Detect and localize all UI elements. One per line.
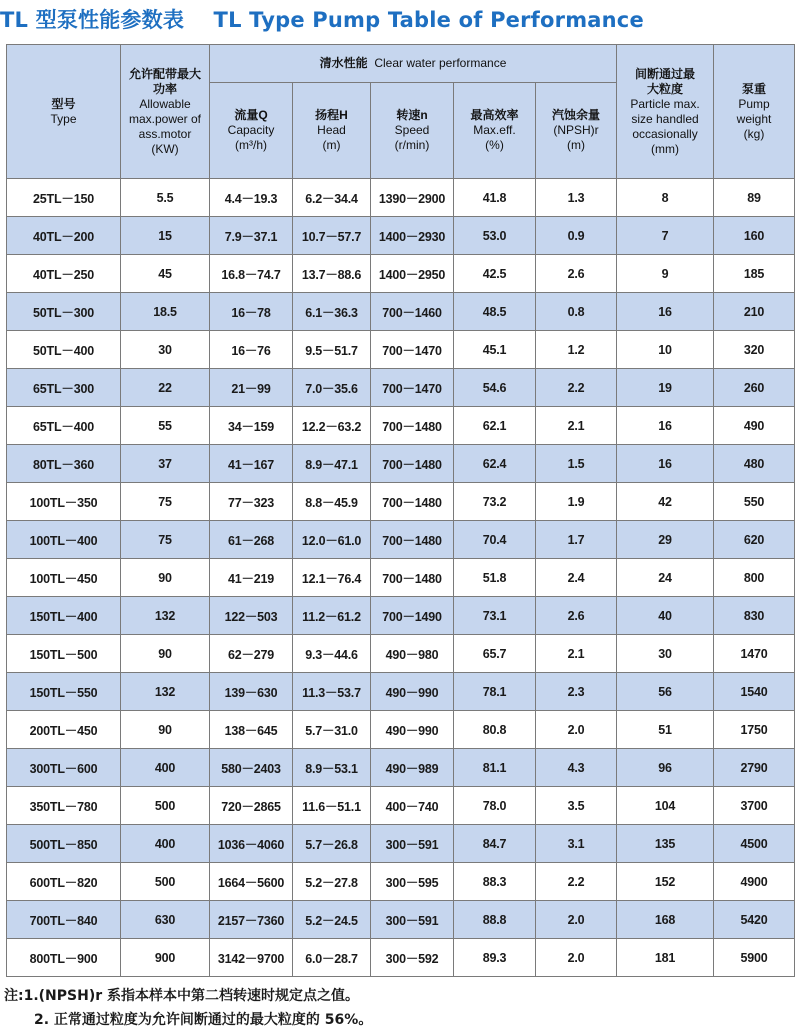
cell-power: 75 [121, 521, 210, 559]
cell-speed: 400－740 [371, 787, 454, 825]
col-header-capacity-unit: (m³/h) [235, 138, 267, 152]
cell-type: 200TL－450 [7, 711, 121, 749]
cell-type: 150TL－400 [7, 597, 121, 635]
cell-npsh: 2.2 [536, 863, 617, 901]
col-header-capacity [210, 83, 293, 179]
col-header-speed-cn: 转速n [396, 108, 428, 122]
cell-capacity: 61－268 [210, 521, 293, 559]
cell-npsh: 2.0 [536, 901, 617, 939]
cell-eff: 42.5 [454, 255, 536, 293]
cell-particle: 16 [617, 445, 714, 483]
table-row [7, 521, 795, 559]
cell-speed: 490－980 [371, 635, 454, 673]
cell-capacity: 16－76 [210, 331, 293, 369]
cell-particle: 56 [617, 673, 714, 711]
cell-power: 30 [121, 331, 210, 369]
cell-type: 65TL－400 [7, 407, 121, 445]
cell-power: 400 [121, 749, 210, 787]
cell-capacity: 138－645 [210, 711, 293, 749]
page-title [0, 4, 800, 36]
cell-type: 40TL－250 [7, 255, 121, 293]
footnote-1: 注:1.(NPSH)r 系指本样本中第二档转速时规定点之值。 [4, 988, 360, 1004]
table-row [7, 217, 795, 255]
col-header-head-unit: (m) [322, 138, 341, 152]
cell-power: 500 [121, 863, 210, 901]
title-english: TL Type Pump Table of Performance [213, 8, 644, 32]
col-header-eff-en: Max.eff. [473, 123, 516, 137]
cell-speed: 300－591 [371, 901, 454, 939]
cell-eff: 80.8 [454, 711, 536, 749]
cell-npsh: 3.1 [536, 825, 617, 863]
cell-speed: 700－1460 [371, 293, 454, 331]
cell-type: 700TL－840 [7, 901, 121, 939]
col-header-type-cn: 型号 [51, 96, 76, 111]
cell-capacity: 1036－4060 [210, 825, 293, 863]
cell-npsh: 2.0 [536, 711, 617, 749]
cell-head: 8.9－53.1 [293, 749, 371, 787]
table-body [7, 179, 795, 977]
cell-power: 900 [121, 939, 210, 977]
col-header-head [293, 83, 371, 179]
cell-capacity: 1664－5600 [210, 863, 293, 901]
cell-npsh: 2.1 [536, 635, 617, 673]
cell-npsh: 1.3 [536, 179, 617, 217]
cell-npsh: 0.9 [536, 217, 617, 255]
table-row [7, 597, 795, 635]
table-row [7, 293, 795, 331]
cell-head: 11.6－51.1 [293, 787, 371, 825]
cell-speed: 300－595 [371, 863, 454, 901]
cell-eff: 41.8 [454, 179, 536, 217]
cell-head: 8.8－45.9 [293, 483, 371, 521]
cell-head: 10.7－57.7 [293, 217, 371, 255]
cell-weight: 620 [714, 521, 795, 559]
cell-head: 6.2－34.4 [293, 179, 371, 217]
cell-eff: 84.7 [454, 825, 536, 863]
footnotes [4, 984, 794, 1032]
cell-npsh: 1.7 [536, 521, 617, 559]
cell-capacity: 580－2403 [210, 749, 293, 787]
cell-weight: 320 [714, 331, 795, 369]
cell-eff: 53.0 [454, 217, 536, 255]
table-row [7, 559, 795, 597]
col-header-speed-en: Speed [394, 123, 430, 137]
cell-npsh: 2.4 [536, 559, 617, 597]
cell-head: 6.0－28.7 [293, 939, 371, 977]
table-row [7, 255, 795, 293]
table-header [7, 45, 795, 179]
cell-weight: 490 [714, 407, 795, 445]
cell-power: 90 [121, 711, 210, 749]
col-header-power-cn: 允许配带最大功率 [128, 66, 201, 96]
cell-type: 40TL－200 [7, 217, 121, 255]
cell-particle: 29 [617, 521, 714, 559]
cell-npsh: 2.3 [536, 673, 617, 711]
cell-capacity: 3142－9700 [210, 939, 293, 977]
table-row [7, 483, 795, 521]
cell-npsh: 1.2 [536, 331, 617, 369]
cell-power: 5.5 [121, 179, 210, 217]
cell-head: 7.0－35.6 [293, 369, 371, 407]
cell-weight: 2790 [714, 749, 795, 787]
cell-eff: 70.4 [454, 521, 536, 559]
col-header-eff-cn: 最高效率 [470, 108, 519, 122]
col-header-eff-unit: (%) [485, 138, 504, 152]
cell-eff: 81.1 [454, 749, 536, 787]
table-row [7, 179, 795, 217]
cell-eff: 89.3 [454, 939, 536, 977]
cell-weight: 1540 [714, 673, 795, 711]
table-row [7, 369, 795, 407]
cell-eff: 65.7 [454, 635, 536, 673]
cell-speed: 700－1470 [371, 331, 454, 369]
cell-head: 12.2－63.2 [293, 407, 371, 445]
col-header-power-en: Allowable max.power of ass.motor [128, 96, 202, 141]
cell-speed: 300－591 [371, 825, 454, 863]
cell-type: 50TL－400 [7, 331, 121, 369]
cell-speed: 700－1480 [371, 521, 454, 559]
cell-type: 300TL－600 [7, 749, 121, 787]
cell-weight: 160 [714, 217, 795, 255]
table-row [7, 787, 795, 825]
cell-power: 500 [121, 787, 210, 825]
cell-eff: 88.8 [454, 901, 536, 939]
cell-eff: 62.4 [454, 445, 536, 483]
cell-type: 800TL－900 [7, 939, 121, 977]
table-row [7, 863, 795, 901]
cell-type: 50TL－300 [7, 293, 121, 331]
cell-speed: 490－990 [371, 711, 454, 749]
cell-capacity: 16－78 [210, 293, 293, 331]
col-header-particle-en: Particle max. size handled occasionally [630, 96, 700, 141]
cell-power: 630 [121, 901, 210, 939]
table-row [7, 407, 795, 445]
cell-weight: 4900 [714, 863, 795, 901]
col-header-weight-en: Pump weight [736, 96, 772, 126]
col-header-head-cn: 扬程H [315, 108, 348, 122]
table-row [7, 331, 795, 369]
table-row [7, 673, 795, 711]
col-header-capacity-cn: 流量Q [234, 108, 268, 122]
cell-particle: 8 [617, 179, 714, 217]
cell-particle: 40 [617, 597, 714, 635]
cell-type: 100TL－350 [7, 483, 121, 521]
col-header-weight-unit: (kg) [743, 126, 765, 141]
cell-npsh: 4.3 [536, 749, 617, 787]
table-row [7, 825, 795, 863]
cell-head: 5.2－27.8 [293, 863, 371, 901]
cell-capacity: 77－323 [210, 483, 293, 521]
cell-speed: 700－1480 [371, 559, 454, 597]
cell-eff: 88.3 [454, 863, 536, 901]
cell-head: 9.5－51.7 [293, 331, 371, 369]
cell-power: 18.5 [121, 293, 210, 331]
cell-capacity: 7.9－37.1 [210, 217, 293, 255]
col-header-clear-water-en: Clear water performance [374, 56, 507, 70]
cell-particle: 16 [617, 293, 714, 331]
cell-type: 150TL－500 [7, 635, 121, 673]
cell-npsh: 2.2 [536, 369, 617, 407]
col-header-speed [371, 83, 454, 179]
cell-speed: 700－1490 [371, 597, 454, 635]
cell-weight: 4500 [714, 825, 795, 863]
cell-head: 12.1－76.4 [293, 559, 371, 597]
cell-particle: 96 [617, 749, 714, 787]
cell-weight: 1750 [714, 711, 795, 749]
cell-capacity: 4.4－19.3 [210, 179, 293, 217]
cell-npsh: 2.6 [536, 255, 617, 293]
cell-eff: 45.1 [454, 331, 536, 369]
cell-particle: 7 [617, 217, 714, 255]
footnote-2: 2. 正常通过粒度为允许间断通过的最大粒度的 56%。 [34, 1012, 373, 1028]
cell-capacity: 62－279 [210, 635, 293, 673]
col-header-speed-unit: (r/min) [394, 138, 430, 152]
table-row [7, 635, 795, 673]
cell-power: 400 [121, 825, 210, 863]
cell-type: 25TL－150 [7, 179, 121, 217]
cell-type: 100TL－450 [7, 559, 121, 597]
cell-particle: 9 [617, 255, 714, 293]
cell-power: 132 [121, 673, 210, 711]
cell-capacity: 720－2865 [210, 787, 293, 825]
cell-type: 600TL－820 [7, 863, 121, 901]
cell-particle: 24 [617, 559, 714, 597]
cell-weight: 3700 [714, 787, 795, 825]
cell-capacity: 2157－7360 [210, 901, 293, 939]
cell-speed: 700－1480 [371, 407, 454, 445]
col-header-type [7, 45, 121, 179]
cell-capacity: 139－630 [210, 673, 293, 711]
cell-npsh: 3.5 [536, 787, 617, 825]
cell-particle: 168 [617, 901, 714, 939]
table-row [7, 445, 795, 483]
cell-npsh: 2.6 [536, 597, 617, 635]
cell-speed: 700－1480 [371, 483, 454, 521]
cell-particle: 42 [617, 483, 714, 521]
col-header-npsh-cn: 汽蚀余量 [552, 108, 601, 122]
cell-particle: 16 [617, 407, 714, 445]
col-header-particle [617, 45, 714, 179]
cell-speed: 490－990 [371, 673, 454, 711]
cell-speed: 490－989 [371, 749, 454, 787]
cell-head: 11.2－61.2 [293, 597, 371, 635]
cell-head: 8.9－47.1 [293, 445, 371, 483]
cell-weight: 800 [714, 559, 795, 597]
cell-weight: 89 [714, 179, 795, 217]
cell-power: 37 [121, 445, 210, 483]
cell-particle: 152 [617, 863, 714, 901]
cell-weight: 260 [714, 369, 795, 407]
cell-type: 150TL－550 [7, 673, 121, 711]
cell-particle: 30 [617, 635, 714, 673]
col-header-weight-cn: 泵重 [742, 81, 767, 96]
cell-eff: 51.8 [454, 559, 536, 597]
col-header-npsh [536, 83, 617, 179]
cell-npsh: 0.8 [536, 293, 617, 331]
cell-eff: 54.6 [454, 369, 536, 407]
cell-particle: 10 [617, 331, 714, 369]
cell-particle: 135 [617, 825, 714, 863]
cell-eff: 48.5 [454, 293, 536, 331]
col-header-capacity-en: Capacity [227, 123, 275, 137]
col-header-particle-cn: 间断通过最大粒度 [635, 66, 696, 96]
performance-table [6, 44, 795, 977]
col-header-head-en: Head [317, 123, 346, 137]
cell-eff: 73.1 [454, 597, 536, 635]
cell-power: 90 [121, 635, 210, 673]
cell-power: 45 [121, 255, 210, 293]
cell-power: 75 [121, 483, 210, 521]
col-header-eff [454, 83, 536, 179]
cell-head: 12.0－61.0 [293, 521, 371, 559]
cell-power: 90 [121, 559, 210, 597]
cell-head: 9.3－44.6 [293, 635, 371, 673]
cell-type: 80TL－360 [7, 445, 121, 483]
col-header-npsh-en: (NPSH)r [553, 123, 599, 137]
cell-weight: 830 [714, 597, 795, 635]
col-header-clear-water-cn: 清水性能 [319, 56, 368, 70]
cell-power: 15 [121, 217, 210, 255]
cell-head: 6.1－36.3 [293, 293, 371, 331]
cell-capacity: 16.8－74.7 [210, 255, 293, 293]
col-header-type-en: Type [50, 111, 77, 126]
cell-type: 100TL－400 [7, 521, 121, 559]
cell-head: 5.7－31.0 [293, 711, 371, 749]
cell-weight: 1470 [714, 635, 795, 673]
cell-speed: 700－1470 [371, 369, 454, 407]
cell-weight: 5900 [714, 939, 795, 977]
cell-capacity: 41－219 [210, 559, 293, 597]
col-header-weight [714, 45, 795, 179]
table-row [7, 749, 795, 787]
cell-speed: 700－1480 [371, 445, 454, 483]
title-chinese: TL 型泵性能参数表 [0, 8, 185, 32]
cell-speed: 1400－2930 [371, 217, 454, 255]
cell-head: 11.3－53.7 [293, 673, 371, 711]
cell-head: 5.2－24.5 [293, 901, 371, 939]
cell-particle: 51 [617, 711, 714, 749]
cell-eff: 78.0 [454, 787, 536, 825]
col-header-power-unit: (KW) [151, 141, 179, 156]
cell-weight: 550 [714, 483, 795, 521]
cell-power: 22 [121, 369, 210, 407]
cell-type: 500TL－850 [7, 825, 121, 863]
cell-weight: 480 [714, 445, 795, 483]
cell-npsh: 1.9 [536, 483, 617, 521]
cell-capacity: 34－159 [210, 407, 293, 445]
cell-capacity: 21－99 [210, 369, 293, 407]
cell-particle: 19 [617, 369, 714, 407]
cell-type: 350TL－780 [7, 787, 121, 825]
cell-npsh: 1.5 [536, 445, 617, 483]
cell-particle: 104 [617, 787, 714, 825]
cell-speed: 300－592 [371, 939, 454, 977]
cell-npsh: 2.0 [536, 939, 617, 977]
table-row [7, 711, 795, 749]
table-row [7, 901, 795, 939]
col-header-clear-water [210, 45, 617, 83]
col-header-npsh-unit: (m) [567, 138, 585, 152]
cell-speed: 1390－2900 [371, 179, 454, 217]
col-header-power [121, 45, 210, 179]
cell-power: 55 [121, 407, 210, 445]
cell-weight: 210 [714, 293, 795, 331]
col-header-particle-unit: (mm) [651, 141, 679, 156]
cell-eff: 62.1 [454, 407, 536, 445]
cell-eff: 78.1 [454, 673, 536, 711]
cell-particle: 181 [617, 939, 714, 977]
cell-capacity: 122－503 [210, 597, 293, 635]
cell-capacity: 41－167 [210, 445, 293, 483]
cell-head: 13.7－88.6 [293, 255, 371, 293]
cell-eff: 73.2 [454, 483, 536, 521]
cell-weight: 185 [714, 255, 795, 293]
cell-speed: 1400－2950 [371, 255, 454, 293]
cell-head: 5.7－26.8 [293, 825, 371, 863]
table-row [7, 939, 795, 977]
cell-power: 132 [121, 597, 210, 635]
cell-type: 65TL－300 [7, 369, 121, 407]
cell-npsh: 2.1 [536, 407, 617, 445]
cell-weight: 5420 [714, 901, 795, 939]
